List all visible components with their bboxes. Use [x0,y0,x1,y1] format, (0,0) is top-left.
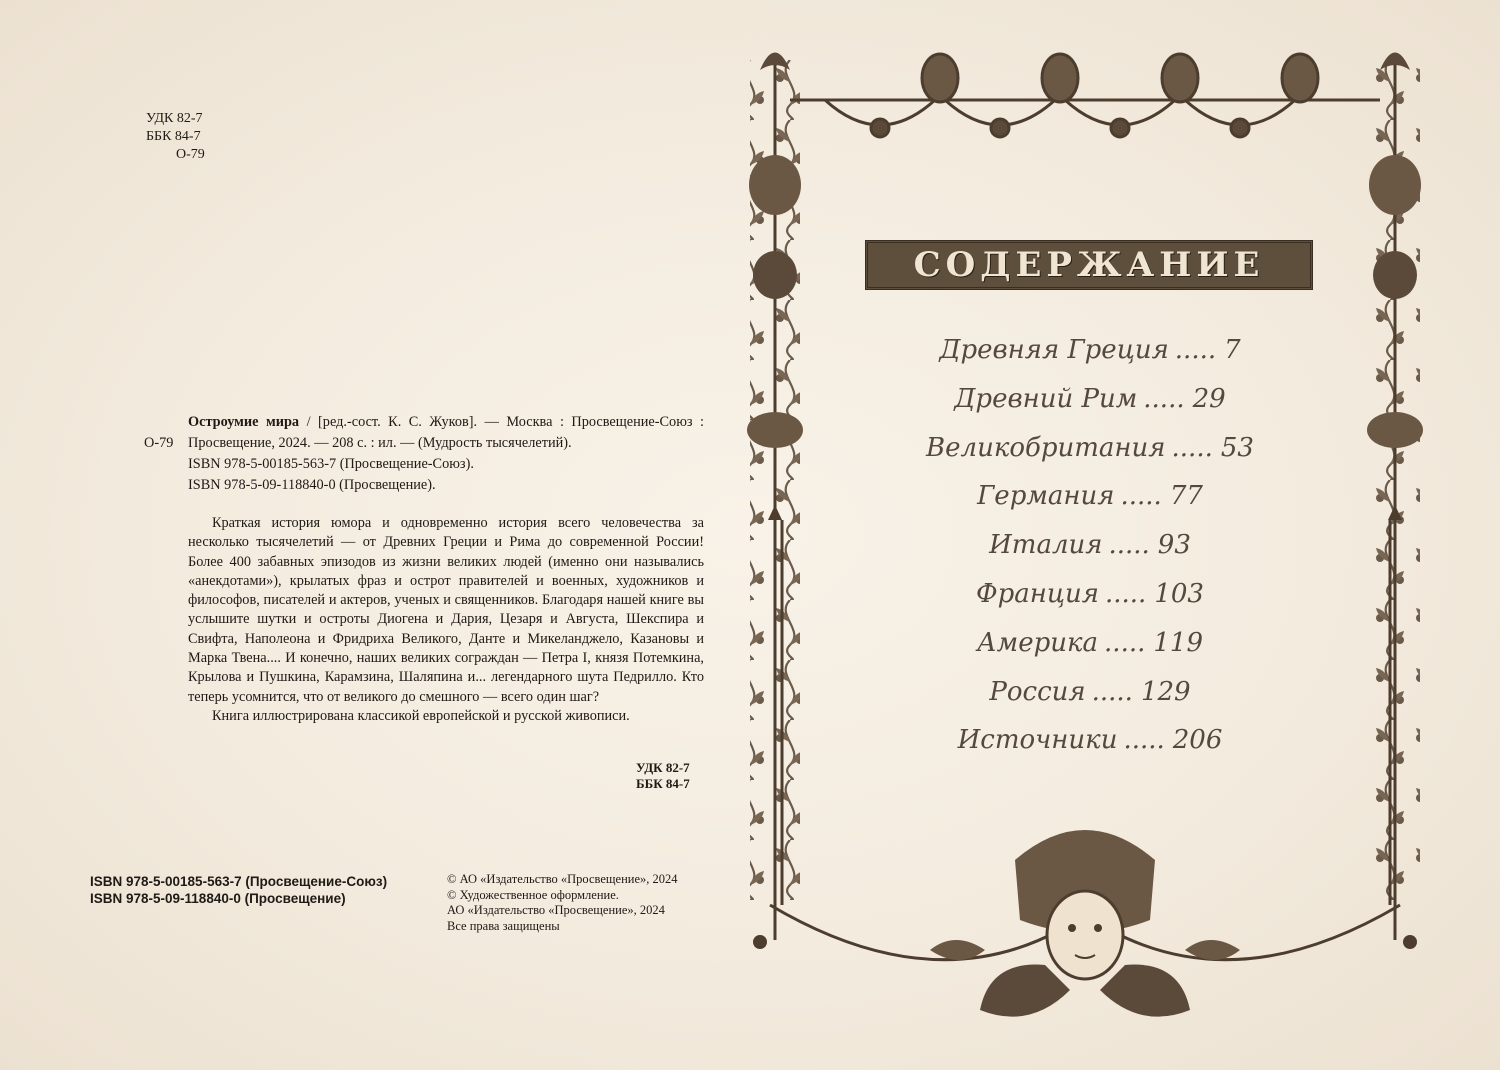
toc-entry-label: Великобритания [926,432,1166,463]
isbn-line-2: ISBN 978-5-09-118840-0 (Просвещение). [188,477,436,493]
annotation-paragraph: Краткая история юмора и одновременно история всего человечества за несколько тысячелетий — от Древних Греции и Рима до современной России! Более 400 забавных эпизодов из жизни великих людей (именно они назывались «анекдотами»), крылатых фраз и острот правителей и военных, художников и философов, писателей и актеров, ученых и священников. Благодаря нашей книге вы услышите шутки и остроты Диогена и Дария, Цезаря и Августа, Шекспира и Свифта, Наполеона и Фридриха Великого, Данте и Микеланджело, Казановы и Марка Твена.... И конечно, наших великих сограждан — Петра I, князя Потемкина, Крылова и Пушкина, Карамзина, Шаляпина и... легендарного шута Педрилло. Кто теперь усомнится, что от великого до смешного — всего один шаг? [188,515,704,705]
toc-entry-page: 103 [1154,578,1204,609]
toc-heading: СОДЕРЖАНИЕ [913,245,1265,285]
toc-entry-page: 129 [1140,676,1191,707]
toc-entry-label: Древний Рим [954,383,1138,414]
left-pillar-ornament [747,53,803,941]
isbn-block [90,873,387,907]
toc-entry[interactable] [850,326,1330,375]
table-of-contents [850,326,1330,765]
copyright-line: © АО «Издательство «Просвещение», 2024 [447,872,678,886]
right-pillar-ornament [1367,53,1423,941]
annotation [188,514,704,726]
udk-block-top [146,110,205,164]
toc-entry-page: 93 [1157,530,1191,561]
toc-entry-page: 119 [1153,627,1204,658]
toc-entry[interactable] [850,375,1330,424]
toc-leader: ..... [1108,530,1150,561]
udk-block-bottom [636,760,690,792]
toc-leader: ..... [1174,335,1217,365]
bbk-code: ББК 84-7 [636,776,690,791]
toc-leader: ..... [1171,432,1213,463]
toc-entry-label: Италия [989,530,1103,561]
toc-entry[interactable] [850,716,1330,765]
isbn-line-1: ISBN 978-5-00185-563-7 (Просвещение-Союз). [188,456,474,472]
right-page [730,0,1500,1070]
toc-entry[interactable] [850,521,1330,570]
bibliographic-description: / [ред.-сост. К. С. Жуков]. — Москва : Просвещение-Союз : Просвещение, 2024. — 208 с. : ил. — (Мудрость тысячелетий). [188,414,704,451]
toc-entry-label: Источники [957,725,1118,756]
copyright-block [447,872,678,934]
left-page [0,0,730,1070]
toc-entry-label: Древняя Греция [939,335,1169,365]
toc-entry-label: Германия [977,481,1115,512]
copyright-line: © Художественное оформление. [447,887,619,902]
book-title: Остроумие мира [188,414,300,430]
author-sign: О-79 [144,435,174,451]
toc-entry-page: 29 [1192,383,1226,414]
toc-entry-page: 206 [1172,725,1223,756]
udk-code: УДК 82-7 [636,760,690,775]
toc-entry-label: Россия [989,676,1086,707]
copyright-line: АО «Издательство «Просвещение», 2024 [447,903,665,918]
copyright-line: Все права защищены [447,918,560,933]
top-garland-ornament [790,54,1380,137]
toc-entry-page: 77 [1169,481,1203,512]
author-code: О-79 [176,147,205,162]
toc-leader: ..... [1091,676,1133,707]
bibliographic-record [144,412,704,496]
bbk-code: ББК 84-7 [146,129,201,144]
udk-code: УДК 82-7 [146,111,203,126]
toc-leader: ..... [1105,578,1147,609]
toc-entry[interactable] [850,619,1330,668]
toc-leader: ..... [1120,481,1162,512]
toc-heading-box [865,240,1313,290]
toc-entry-page: 7 [1224,335,1241,365]
toc-entry-label: Америка [976,627,1099,658]
toc-entry[interactable] [850,570,1330,619]
isbn-line-1: ISBN 978-5-00185-563-7 (Просвещение-Союз) [90,874,388,889]
toc-entry[interactable] [850,472,1330,521]
toc-leader: ..... [1104,627,1146,658]
toc-entry[interactable] [850,424,1330,473]
toc-leader: ..... [1123,725,1165,756]
bottom-cherub-ornament [753,830,1417,1017]
toc-entry[interactable] [850,668,1330,717]
toc-leader: ..... [1143,383,1185,414]
toc-entry-label: Франция [976,578,1099,609]
toc-entry-page: 53 [1220,432,1254,463]
annotation-paragraph: Книга иллюстрирована классикой европейской и русской живописи. [212,707,630,724]
isbn-line-2: ISBN 978-5-09-118840-0 (Просвещение) [90,891,346,906]
